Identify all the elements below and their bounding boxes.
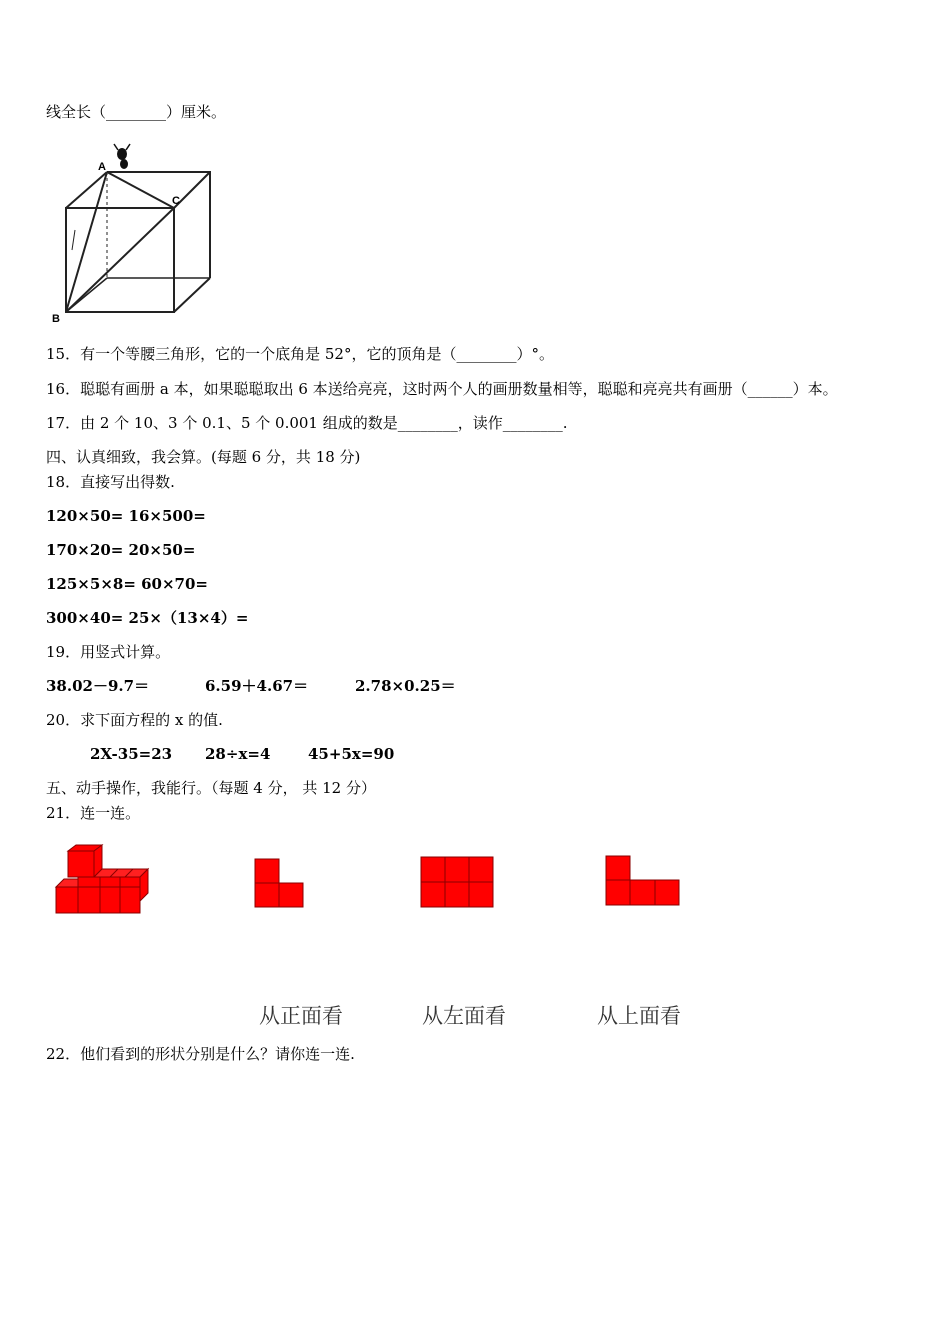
q18-row: 170×20= 20×50= [46,541,196,559]
q20-item: 2X-35=23 [90,745,173,763]
q20: 20．求下面方程的 x 的值. [46,711,223,729]
view-label-left: 从左面看 [422,1004,506,1028]
q14-tail: 线全长（________）厘米。 [46,103,227,121]
q18-row: 125×5×8= 60×70= [46,575,208,593]
q20-item: 28÷x=4 [205,745,271,763]
q15: 15．有一个等腰三角形，它的一个底角是 52°，它的顶角是（________）°。 [46,345,554,363]
q20-item: 45+5x=90 [308,745,395,763]
view-label-front: 从正面看 [259,1004,343,1028]
q19-item: 2.78×0.25＝ [355,677,456,695]
label-b: B [52,313,60,325]
q19: 19．用竖式计算。 [46,643,171,661]
view-shape-grid [420,856,494,908]
q22: 22．他们看到的形状分别是什么？请你连一连. [46,1045,355,1063]
q18-row: 120×50= 16×500= [46,507,206,525]
q21: 21．连一连。 [46,804,141,822]
label-a: A [98,161,106,173]
cube-diagram [50,140,230,330]
view-shape-long-l [605,855,681,907]
ant-icon [114,144,130,169]
q19-item: 6.59＋4.67＝ [205,677,309,695]
section-4-heading: 四、认真细致，我会算。(每题 6 分，共 18 分) [46,448,361,466]
stacked-cubes-figure [52,843,152,917]
q17: 17．由 2 个 10、3 个 0.1、5 个 0.001 组成的数是________，读作________. [46,414,568,432]
q19-item: 38.02－9.7＝ [46,677,150,695]
label-c: C [172,195,180,207]
q18: 18．直接写出得数. [46,473,175,491]
q18-row: 300×40= 25×（13×4）= [46,609,249,627]
view-label-top: 从上面看 [597,1004,681,1028]
view-shape-l [254,858,306,910]
section-5-heading: 五、动手操作，我能行。（每题 4 分， 共 12 分） [46,779,376,797]
q16: 16．聪聪有画册 a 本，如果聪聪取出 6 本送给亮亮，这时两个人的画册数量相等，聪聪和亮亮共有画册（______）本。 [46,380,838,398]
